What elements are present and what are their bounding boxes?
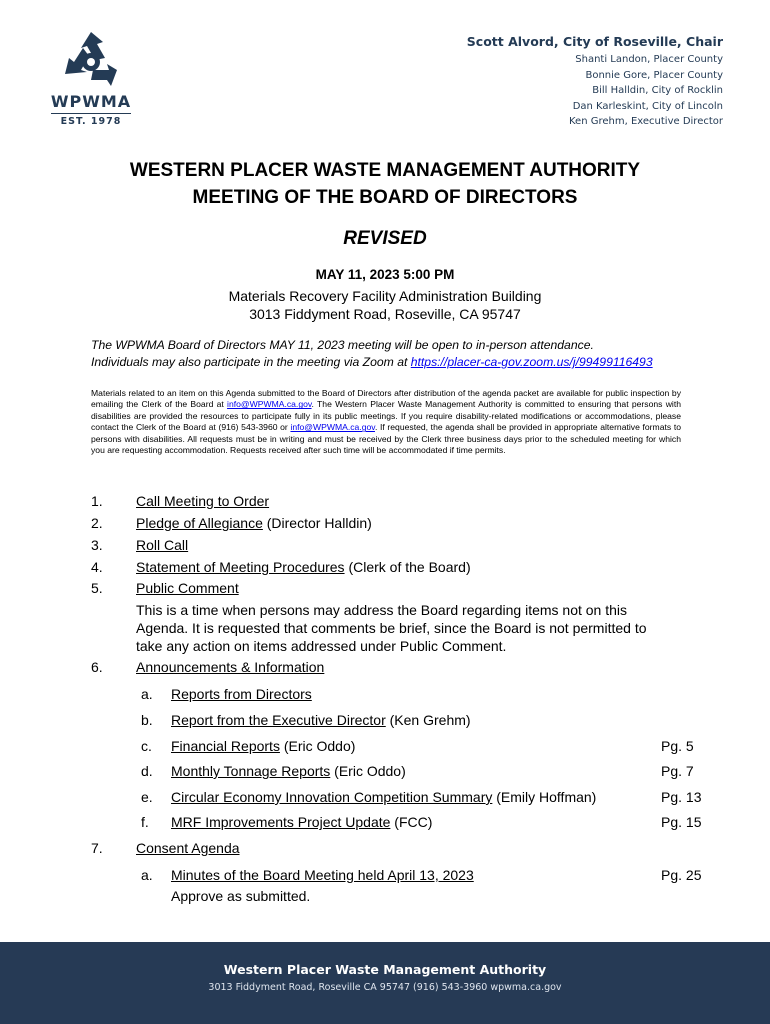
subitem-executive-report xyxy=(171,712,471,728)
subitem-circular-economy xyxy=(171,789,596,805)
subitem-minutes xyxy=(171,867,474,883)
agenda-number: 5. xyxy=(91,580,103,596)
agenda-item-label[interactable]: Pledge of Allegiance xyxy=(136,515,263,531)
title-line-2: MEETING OF THE BOARD OF DIRECTORS xyxy=(192,187,578,208)
subitem-letter: e. xyxy=(141,789,153,805)
logo-divider xyxy=(51,113,131,114)
page-footer xyxy=(0,942,770,1024)
board-member: Ken Grehm, Executive Director xyxy=(569,116,723,128)
email-link[interactable]: info@WPWMA.ca.gov xyxy=(227,399,312,410)
recycle-logo-icon xyxy=(59,30,123,90)
agenda-item-announcements xyxy=(136,659,324,675)
footer-org-name: Western Placer Waste Management Authority xyxy=(223,962,547,977)
page-reference: Pg. 15 xyxy=(661,814,702,830)
subitem-label[interactable]: Reports from Directors xyxy=(171,686,312,702)
subitem-label[interactable]: Circular Economy Innovation Competition Summary xyxy=(171,789,493,805)
meeting-datetime: MAY 11, 2023 5:00 PM xyxy=(315,267,455,282)
subitem-label[interactable]: Minutes of the Board Meeting held April 13, 2023 xyxy=(171,867,474,883)
subitem-letter: b. xyxy=(141,712,153,728)
agenda-item-roll-call xyxy=(136,537,188,553)
agenda-item-procedures xyxy=(136,559,471,575)
agenda-number: 4. xyxy=(91,559,103,575)
email-link[interactable]: info@WPWMA.ca.gov xyxy=(290,422,375,433)
wpwma-logo xyxy=(45,30,137,127)
board-member: Shanti Landon, Placer County xyxy=(575,54,723,65)
board-member: Bonnie Gore, Placer County xyxy=(585,69,723,81)
subitem-presenter: (Eric Oddo) xyxy=(330,763,406,779)
subitem-presenter: (Ken Grehm) xyxy=(385,712,471,728)
subitem-letter: d. xyxy=(141,763,153,779)
agenda-item-call-to-order xyxy=(136,493,269,509)
subitem-label[interactable]: Report from the Executive Director xyxy=(171,712,386,728)
agenda-number: 1. xyxy=(91,493,103,509)
agenda-item-presenter: (Director Halldin) xyxy=(262,515,372,531)
subitem-label[interactable]: Financial Reports xyxy=(171,738,280,754)
logo-name: WPWMA xyxy=(50,92,132,111)
title-line-1: WESTERN PLACER WASTE MANAGEMENT AUTHORITY xyxy=(129,160,641,181)
meeting-location xyxy=(0,287,770,323)
subitem-label[interactable]: Monthly Tonnage Reports xyxy=(171,763,331,779)
attendance-notice xyxy=(91,337,691,371)
agenda-number: 3. xyxy=(91,537,103,553)
agenda-number: 2. xyxy=(91,515,103,531)
agenda-item-label[interactable]: Roll Call xyxy=(136,537,189,553)
page-reference: Pg. 5 xyxy=(661,738,694,754)
subitem-presenter: (Emily Hoffman) xyxy=(492,789,597,805)
subitem-letter: f. xyxy=(141,814,149,830)
notice-text: . If requested, the agenda shall be provided in appropriate alternative formats to persons with disabilities. All requests must be in writing and must be received by the Clerk three business days prior to the scheduled meeting for which you are requesting accommodation. Requests received after such time will be accommodated if time permits. xyxy=(91,422,681,456)
page-reference: Pg. 25 xyxy=(661,867,702,883)
subitem-reports-directors xyxy=(171,686,312,702)
location-address: 3013 Fiddyment Road, Roseville, CA 95747 xyxy=(249,306,521,322)
board-member: Dan Karleskint, City of Lincoln xyxy=(572,100,723,112)
notice-text: Materials related to an item on this Agenda submitted to the Board of Directors after distribution of the agenda packet are available for public inspection by emailing the Clerk of the Board at xyxy=(91,388,681,410)
subitem-financial-reports xyxy=(171,738,355,754)
subitem-presenter: (Eric Oddo) xyxy=(279,738,356,754)
agenda-item-consent xyxy=(136,840,240,856)
subitem-presenter: (FCC) xyxy=(390,814,433,830)
attendance-line: The WPWMA Board of Directors MAY 11, 2023 meeting will be open to in-person attendance. xyxy=(91,338,594,352)
subitem-tonnage-reports xyxy=(171,763,406,779)
zoom-prefix: Individuals may also participate in the meeting via Zoom at xyxy=(91,355,411,369)
logo-est: EST. 1978 xyxy=(60,116,122,127)
public-comment-description: This is a time when persons may address the Board regarding items not on this Agenda. It is requested that comments be brief, since the Board is not permitted to take any action on items addressed under Public Comment. xyxy=(136,602,647,654)
board-member: Bill Halldin, City of Rocklin xyxy=(592,85,723,97)
accessibility-notice xyxy=(91,388,681,456)
subitem-letter: a. xyxy=(141,686,153,702)
agenda-item-label[interactable]: Public Comment xyxy=(136,580,239,596)
subitem-label[interactable]: MRF Improvements Project Update xyxy=(171,814,391,830)
subitem-mrf-update xyxy=(171,814,432,830)
notice-text: . The Western Placer Waste Management Authority is committed to ensuring that persons with disabilities are provided the resources to participate fully in its public meetings. If you require disability-related modifications or accommodations, please contact the Clerk of the Board at (916) 543-3960 or xyxy=(91,399,681,433)
zoom-line xyxy=(91,354,691,371)
zoom-link[interactable]: https://placer-ca-gov.zoom.us/j/99499116493 xyxy=(410,355,653,369)
agenda-item-label[interactable]: Statement of Meeting Procedures xyxy=(136,559,345,575)
document-title xyxy=(0,157,770,211)
agenda-number: 6. xyxy=(91,659,103,675)
agenda-item-label[interactable]: Call Meeting to Order xyxy=(136,493,270,509)
page-reference: Pg. 13 xyxy=(661,789,702,805)
board-members xyxy=(467,34,723,130)
subitem-letter: c. xyxy=(141,738,152,754)
revised-label: REVISED xyxy=(343,228,427,249)
subitem-letter: a. xyxy=(141,867,153,883)
subitem-action: Approve as submitted. xyxy=(171,888,311,904)
agenda-item-public-comment xyxy=(136,580,239,596)
agenda-item-label[interactable]: Announcements & Information xyxy=(136,659,325,675)
page-reference: Pg. 7 xyxy=(661,763,694,779)
board-chair: Scott Alvord, City of Roseville, Chair xyxy=(466,34,723,49)
agenda-item-pledge xyxy=(136,515,372,531)
agenda-item-label[interactable]: Consent Agenda xyxy=(136,840,240,856)
agenda-item-presenter: (Clerk of the Board) xyxy=(344,559,471,575)
agenda-number: 7. xyxy=(91,840,103,856)
footer-address: 3013 Fiddyment Road, Roseville CA 95747 (916) 543-3960 wpwma.ca.gov xyxy=(208,982,562,993)
location-building: Materials Recovery Facility Administration Building xyxy=(228,288,542,304)
